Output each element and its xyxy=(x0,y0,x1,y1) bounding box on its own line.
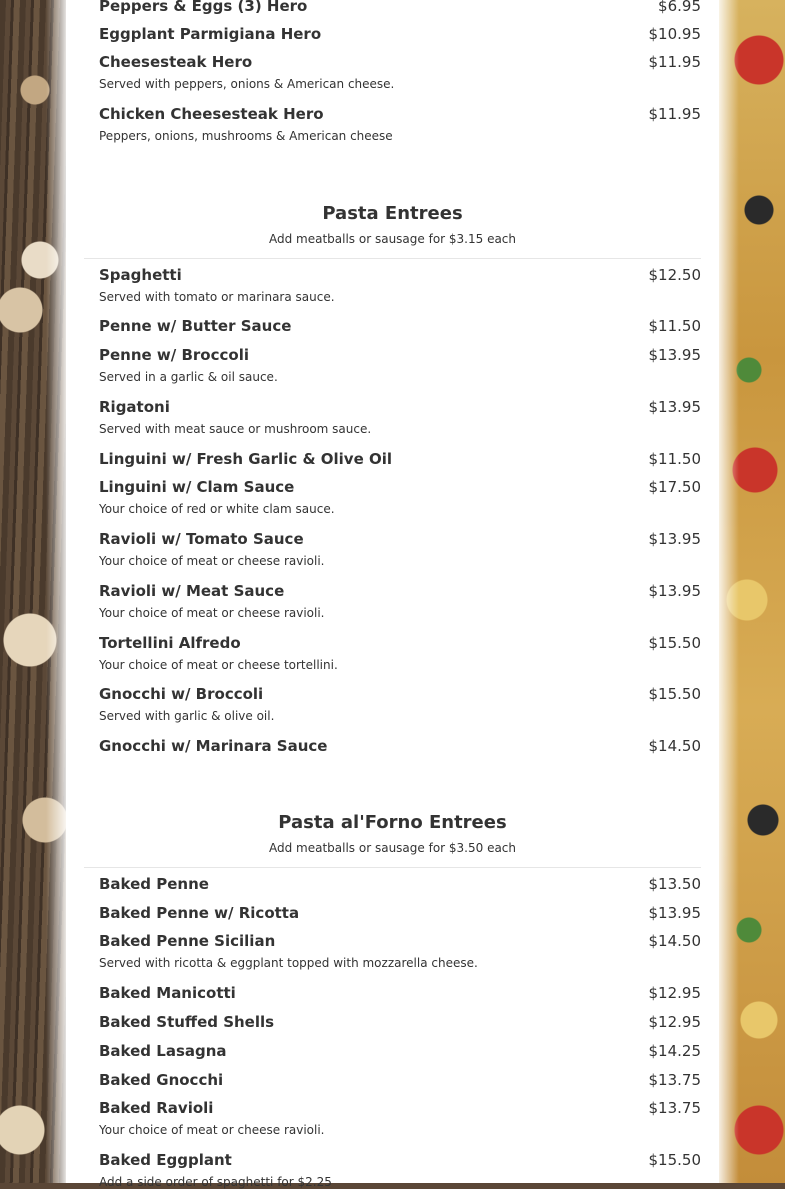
section-divider xyxy=(84,867,701,868)
item-name: Baked Stuffed Shells xyxy=(99,1013,275,1031)
item-description: Your choice of meat or cheese ravioli. xyxy=(99,554,325,568)
item-name: Linguini w/ Fresh Garlic & Olive Oil xyxy=(99,450,392,468)
item-name: Tortellini Alfredo xyxy=(99,634,241,652)
item-price: $17.50 xyxy=(648,478,701,496)
item-price: $11.95 xyxy=(648,105,701,123)
background-wood-photo-left xyxy=(0,0,66,1183)
item-description: Served with tomato or marinara sauce. xyxy=(99,290,335,304)
item-price: $12.95 xyxy=(648,1013,701,1031)
item-price: $12.95 xyxy=(648,984,701,1002)
item-description: Peppers, onions, mushrooms & American cheese xyxy=(99,129,393,143)
background-pizza-photo-right xyxy=(719,0,785,1183)
section-title-forno: Pasta al'Forno Entrees xyxy=(278,812,507,833)
item-name: Eggplant Parmigiana Hero xyxy=(99,25,322,43)
section-divider xyxy=(84,258,701,259)
item-name: Baked Eggplant xyxy=(99,1151,232,1169)
item-price: $11.95 xyxy=(648,53,701,71)
item-price: $14.50 xyxy=(648,932,701,950)
menu-panel xyxy=(66,0,719,1189)
item-price: $13.50 xyxy=(648,875,701,893)
item-description: Your choice of meat or cheese ravioli. xyxy=(99,606,325,620)
item-price: $15.50 xyxy=(648,685,701,703)
item-name: Spaghetti xyxy=(99,266,182,284)
item-description: Served with garlic & olive oil. xyxy=(99,709,275,723)
item-price: $13.75 xyxy=(648,1071,701,1089)
section-subtitle-forno: Add meatballs or sausage for $3.50 each xyxy=(268,841,517,855)
item-description: Add a side order of spaghetti for $2.25 xyxy=(99,1175,332,1189)
item-name: Ravioli w/ Tomato Sauce xyxy=(99,530,304,548)
item-price: $13.75 xyxy=(648,1099,701,1117)
item-price: $11.50 xyxy=(648,317,701,335)
item-price: $10.95 xyxy=(648,25,701,43)
item-description: Served with meat sauce or mushroom sauce. xyxy=(99,422,372,436)
item-description: Served with ricotta & eggplant topped with mozzarella cheese. xyxy=(99,956,478,970)
item-description: Served in a garlic & oil sauce. xyxy=(99,370,278,384)
item-name: Cheesesteak Hero xyxy=(99,53,253,71)
item-price: $11.50 xyxy=(648,450,701,468)
item-name: Baked Lasagna xyxy=(99,1042,227,1060)
item-price: $15.50 xyxy=(648,1151,701,1169)
item-price: $13.95 xyxy=(648,398,701,416)
item-name: Peppers & Eggs (3) Hero xyxy=(99,0,308,15)
item-price: $12.50 xyxy=(648,266,701,284)
item-price: $13.95 xyxy=(648,582,701,600)
item-name: Chicken Cheesesteak Hero xyxy=(99,105,324,123)
item-price: $15.50 xyxy=(648,634,701,652)
item-description: Your choice of red or white clam sauce. xyxy=(99,502,335,516)
item-description: Your choice of meat or cheese tortellini. xyxy=(99,658,338,672)
item-price: $6.95 xyxy=(658,0,701,15)
item-name: Penne w/ Broccoli xyxy=(99,346,249,364)
item-name: Baked Penne xyxy=(99,875,209,893)
item-price: $13.95 xyxy=(648,346,701,364)
item-name: Linguini w/ Clam Sauce xyxy=(99,478,295,496)
item-name: Baked Penne Sicilian xyxy=(99,932,276,950)
item-price: $13.95 xyxy=(648,904,701,922)
item-description: Your choice of meat or cheese ravioli. xyxy=(99,1123,325,1137)
item-price: $14.50 xyxy=(648,737,701,755)
section-title-pasta: Pasta Entrees xyxy=(322,203,463,224)
section-subtitle-pasta: Add meatballs or sausage for $3.15 each xyxy=(268,232,517,246)
item-name: Baked Manicotti xyxy=(99,984,236,1002)
item-name: Gnocchi w/ Marinara Sauce xyxy=(99,737,328,755)
item-name: Penne w/ Butter Sauce xyxy=(99,317,292,335)
item-name: Baked Gnocchi xyxy=(99,1071,224,1089)
item-name: Rigatoni xyxy=(99,398,170,416)
item-name: Gnocchi w/ Broccoli xyxy=(99,685,264,703)
item-name: Ravioli w/ Meat Sauce xyxy=(99,582,285,600)
item-name: Baked Ravioli xyxy=(99,1099,214,1117)
item-description: Served with peppers, onions & American cheese. xyxy=(99,77,395,91)
item-price: $14.25 xyxy=(648,1042,701,1060)
item-name: Baked Penne w/ Ricotta xyxy=(99,904,300,922)
item-price: $13.95 xyxy=(648,530,701,548)
